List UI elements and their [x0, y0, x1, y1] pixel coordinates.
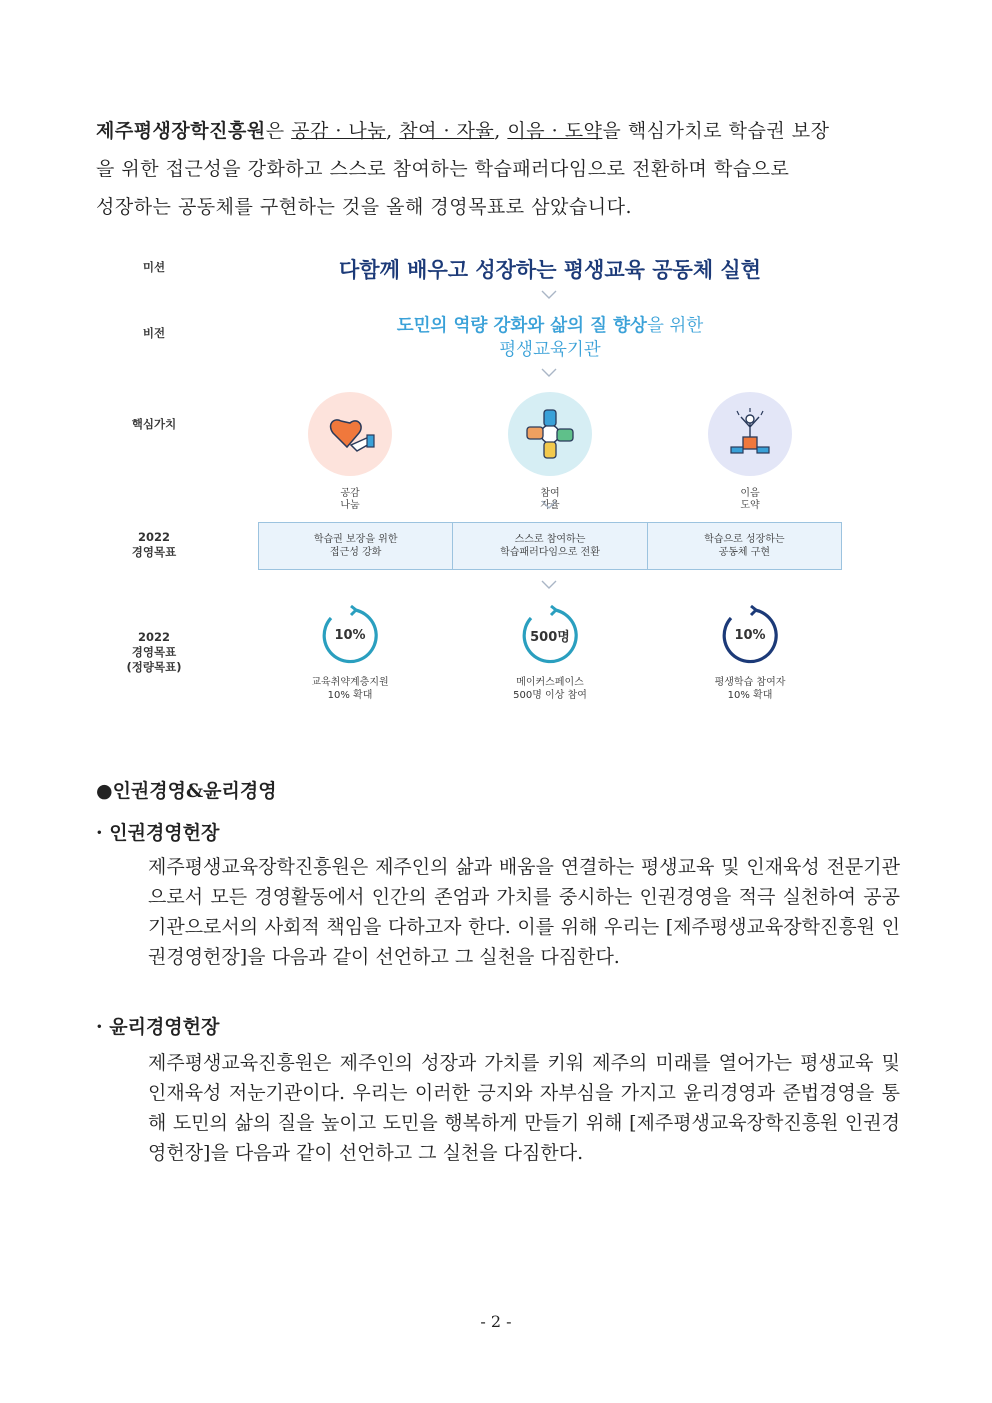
human-rights-paragraph: 제주평생교육장학진흥원은 제주인의 삶과 배움을 연결하는 평생교육 및 인재육성 전문기관으로서 모든 경영활동에서 인간의 존엄과 가치를 중시하는 인권경영을 적극 실천하여 공공기관으로서의 사회적 책임을 다하고자 한다. 이를 위해 우리는 [제주평생교육장학진흥원 인권경영헌장]을 다음과 같이 선언하고 그 실천을 다짐한다. — [148, 856, 900, 968]
label-quant-sub: (정량목표) — [126, 660, 182, 674]
quant-goal — [285, 604, 415, 702]
goal-line-2: 학습패러다임으로 전환 — [500, 547, 600, 558]
label-goals — [110, 530, 198, 560]
value-label-2: 나눔 — [340, 500, 360, 511]
goal-cell — [648, 523, 841, 569]
chevron-down-icon — [540, 364, 558, 382]
goal-line-2: 공동체 구현 — [718, 547, 771, 558]
chevron-down-icon — [540, 496, 558, 514]
value-label-1: 공감 — [340, 488, 360, 499]
joined-hands-icon — [508, 392, 592, 476]
intro-text: , — [386, 120, 400, 142]
value-label-1: 이음 — [740, 488, 760, 499]
intro-text: 은 — [265, 120, 292, 142]
mission-statement: 다함께 배우고 성장하는 평생교육 공동체 실현 — [339, 258, 761, 282]
quant-label — [685, 676, 815, 702]
goal-cell — [453, 523, 647, 569]
ethics-paragraph: 제주평생교육진흥원은 제주인의 성장과 가치를 키워 제주의 미래를 열어가는 평생교육 및 인재육성 저눈기관이다. 우리는 이러한 긍지와 자부심을 가지고 윤리경영과 준법경영을 통해 도민의 삶의 질을 높이고 도민을 행복하게 만들기 위해 [제주평생교육장학진흥원 인권경영헌장]을 다음과 같이 선언하고 그 실천을 다짐한다. — [148, 1052, 900, 1164]
progress-ring-icon — [519, 604, 581, 666]
goal-line-1: 스스로 참여하는 — [514, 534, 586, 545]
trophy-person-icon — [708, 392, 792, 476]
goal-cell — [259, 523, 453, 569]
intro-paragraph — [96, 112, 896, 226]
label-values: 핵심가치 — [131, 417, 177, 431]
chevron-down-icon — [540, 286, 558, 304]
quant-value: 10% — [334, 627, 366, 643]
label-quant-text: 경영목표 — [131, 645, 177, 659]
value-label — [290, 488, 410, 512]
quant-label — [285, 676, 415, 702]
org-name: 제주평생장학진흥원 — [96, 120, 266, 142]
goal-line-1: 학습으로 성장하는 — [704, 534, 785, 545]
value-label-2: 도약 — [740, 500, 760, 511]
subsection-ethics: · 윤리경영헌장 — [96, 1016, 220, 1038]
label-quant-year: 2022 — [137, 630, 170, 644]
quant-label-2: 500명 이상 참여 — [513, 690, 587, 701]
progress-ring-icon — [319, 604, 381, 666]
label-goals-text: 경영목표 — [131, 545, 177, 559]
label-goals-year: 2022 — [137, 530, 170, 544]
vision-suffix: 을 위한 — [646, 316, 704, 336]
intro-line-2: 을 위한 접근성을 강화하고 스스로 참여하는 학습패러다임으로 전환하며 학습으로 — [96, 158, 790, 180]
quant-label — [485, 676, 615, 702]
progress-ring-icon — [719, 604, 781, 666]
vision-emphasis: 도민의 역량 강화와 삶의 질 향상 — [396, 316, 647, 336]
management-goals-bar — [258, 522, 842, 570]
vision-infographic — [110, 240, 850, 710]
quant-value: 10% — [734, 627, 766, 643]
value-1: 공감 · 나눔 — [291, 120, 387, 142]
goal-line-2: 접근성 강화 — [329, 547, 382, 558]
chevron-down-icon — [540, 576, 558, 594]
quant-label-1: 교육취약계층지원 — [311, 677, 389, 688]
quant-goal — [685, 604, 815, 702]
goal-line-1: 학습권 보장을 위한 — [313, 534, 398, 545]
value-label — [690, 488, 810, 512]
quant-label-1: 평생학습 참여자 — [714, 677, 786, 688]
value-3: 이음 · 도약 — [507, 120, 603, 142]
intro-text: 을 핵심가치로 학습권 보장 — [602, 120, 830, 142]
section-title: ●인권경영&윤리경영 — [96, 780, 277, 802]
quant-label-2: 10% 확대 — [327, 690, 373, 701]
quant-goal — [485, 604, 615, 702]
vision-line-1 — [310, 312, 790, 337]
value-label-1: 참여 — [540, 488, 560, 499]
value-empathy — [290, 392, 410, 512]
intro-text: , — [494, 120, 508, 142]
quant-value: 500명 — [530, 629, 570, 645]
subsection-human-rights: · 인권경영헌장 — [96, 822, 220, 844]
label-quant — [110, 630, 198, 675]
label-vision: 비전 — [142, 326, 166, 340]
value-label-2: 자율 — [540, 500, 560, 511]
intro-line-3: 성장하는 공동체를 구현하는 것을 올해 경영목표로 삼았습니다. — [96, 196, 632, 218]
quant-label-2: 10% 확대 — [727, 690, 773, 701]
label-mission: 미션 — [142, 260, 166, 274]
value-participation — [490, 392, 610, 512]
heart-hand-icon — [308, 392, 392, 476]
value-2: 참여 · 자율 — [399, 120, 495, 142]
quant-label-1: 메이커스페이스 — [516, 677, 584, 688]
vision-line-2: 평생교육기관 — [499, 340, 601, 360]
intro-line-1 — [96, 112, 896, 150]
value-connection — [690, 392, 810, 512]
page-number: - 2 - — [480, 1312, 512, 1331]
